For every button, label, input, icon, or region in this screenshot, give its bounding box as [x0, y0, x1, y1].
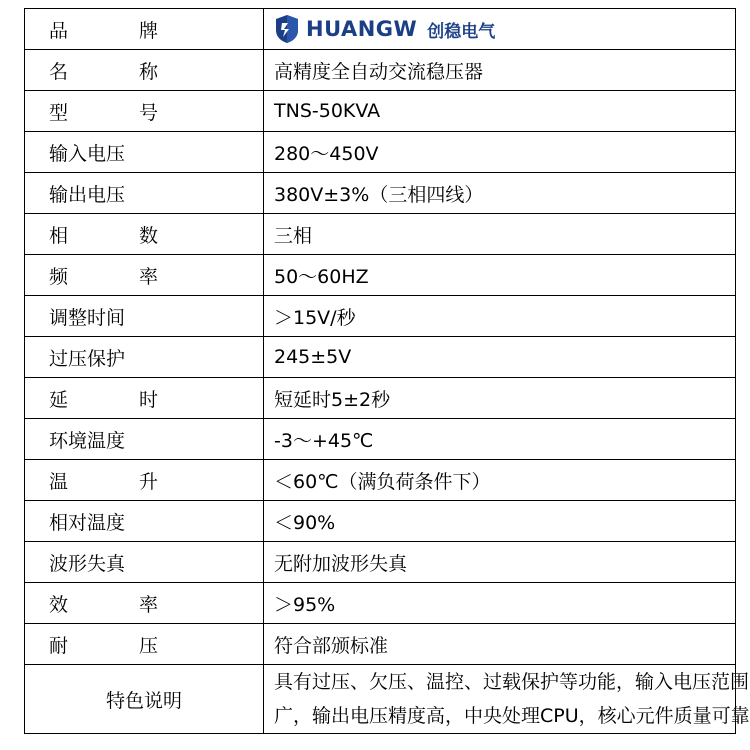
- row-value-delay: 短延时5±2秒: [264, 378, 736, 419]
- row-value-brand: [264, 9, 736, 50]
- row-value-efficiency: ＞95%: [264, 583, 736, 624]
- table-row: [25, 501, 736, 542]
- row-value-withstand-voltage: 符合部颁标准: [264, 624, 736, 665]
- brand-logo-group: [274, 9, 725, 49]
- row-label-phase: 相 数: [25, 214, 264, 255]
- table-row: [25, 50, 736, 91]
- row-value-name: 高精度全自动交流稳压器: [264, 50, 736, 91]
- row-value-waveform-distortion: 无附加波形失真: [264, 542, 736, 583]
- table-body: [25, 9, 750, 734]
- table-row: [25, 624, 736, 665]
- row-label-withstand-voltage: 耐 压: [25, 624, 264, 665]
- row-label-feature-description: 特色说明: [25, 665, 264, 734]
- row-value-phase: 三相: [264, 214, 736, 255]
- table-row: [25, 460, 736, 501]
- row-label-frequency: 频 率: [25, 255, 264, 296]
- row-label-efficiency: 效 率: [25, 583, 264, 624]
- row-label-overvoltage-protection: 过压保护: [25, 337, 264, 378]
- table-row: [25, 378, 736, 419]
- row-value-temperature-rise: ＜60℃（满负荷条件下）: [264, 460, 736, 501]
- row-value-feature-description: [264, 665, 750, 734]
- row-label-delay: 延 时: [25, 378, 264, 419]
- table-row: [25, 255, 736, 296]
- row-value-overvoltage-protection: 245±5V: [264, 337, 736, 378]
- brand-name-cn: 创稳电气: [427, 21, 496, 42]
- table-row: [25, 214, 736, 255]
- table-row: [25, 132, 736, 173]
- row-label-waveform-distortion: 波形失真: [25, 542, 264, 583]
- table-row: [25, 583, 736, 624]
- row-label-name: 名 称: [25, 50, 264, 91]
- row-value-output-voltage: 380V±3%（三相四线）: [264, 173, 736, 214]
- row-label-adjust-time: 调整时间: [25, 296, 264, 337]
- brand-name-en: HUANGW: [306, 17, 418, 41]
- row-value-adjust-time: ＞15V/秒: [264, 296, 736, 337]
- table-row: [25, 9, 736, 50]
- row-label-ambient-temperature: 环境温度: [25, 419, 264, 460]
- row-label-temperature-rise: 温 升: [25, 460, 264, 501]
- row-value-model: TNS-50KVA: [264, 91, 736, 132]
- row-value-relative-humidity: ＜90%: [264, 501, 736, 542]
- row-label-model: 型 号: [25, 91, 264, 132]
- table-row: [25, 296, 736, 337]
- row-label-input-voltage: 输入电压: [25, 132, 264, 173]
- table-row: [25, 419, 736, 460]
- specification-table: [24, 8, 750, 734]
- row-value-input-voltage: 280～450V: [264, 132, 736, 173]
- table-row: [25, 91, 736, 132]
- feature-line-1: 具有过压、欠压、温控、过载保护等功能，输入电压范围: [274, 671, 750, 693]
- row-value-frequency: 50～60HZ: [264, 255, 736, 296]
- table-row: [25, 542, 736, 583]
- row-value-ambient-temperature: -3～+45℃: [264, 419, 736, 460]
- row-label-brand: 品 牌: [25, 9, 264, 50]
- feature-line-2: 广，输出电压精度高，中央处理CPU，核心元件质量可靠: [274, 705, 750, 727]
- table-row: [25, 337, 736, 378]
- shield-logo-icon: [274, 14, 300, 44]
- table-row: [25, 173, 736, 214]
- row-label-output-voltage: 输出电压: [25, 173, 264, 214]
- row-label-relative-humidity: 相对温度: [25, 501, 264, 542]
- table-row-feature: [25, 665, 736, 734]
